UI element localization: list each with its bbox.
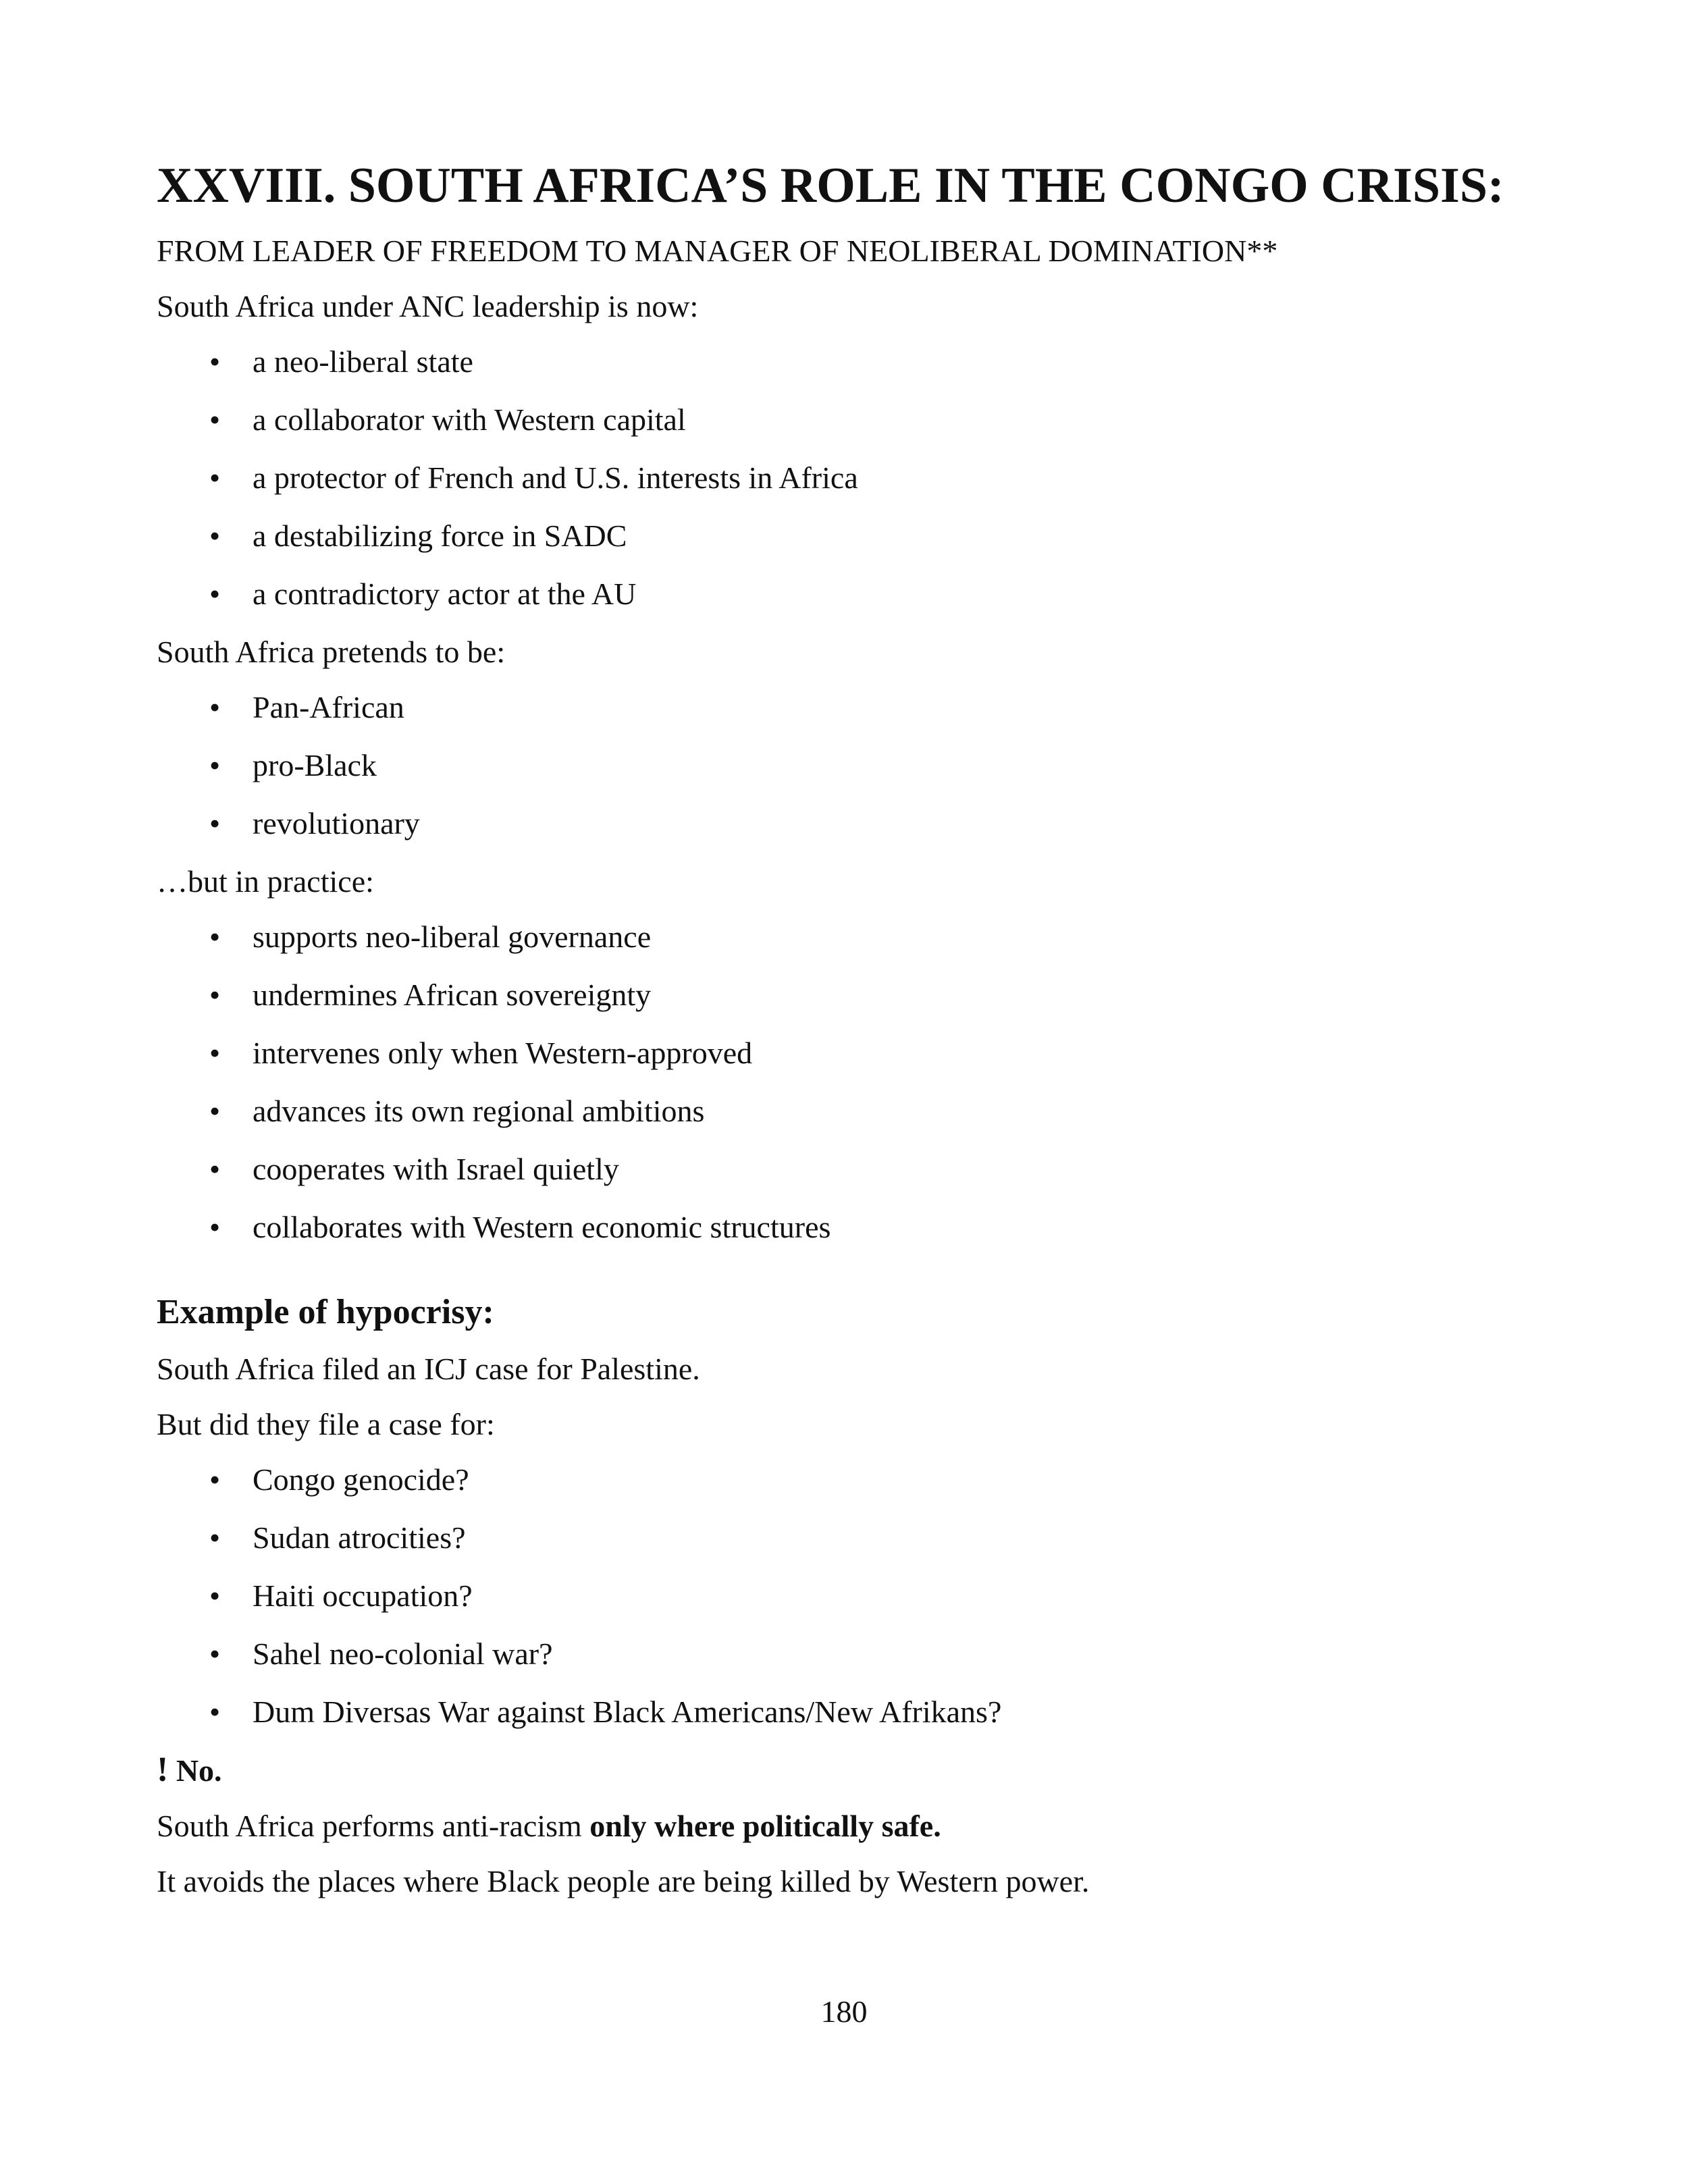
bullet-icon: • <box>209 806 221 841</box>
bullet-icon: • <box>209 1462 221 1497</box>
exclamation-icon: ! <box>157 1751 169 1789</box>
example-line-1: South Africa filed an ICJ case for Palestine. <box>157 1352 700 1386</box>
example-list <box>157 1457 1534 1735</box>
bullet-icon: • <box>209 518 221 553</box>
bullet-icon: • <box>209 1636 221 1671</box>
bullet-icon: • <box>209 1094 221 1128</box>
list-item <box>157 1146 1534 1192</box>
list-item-text: Sudan atrocities? <box>253 1520 466 1555</box>
list-item-text: a contradictory actor at the AU <box>253 577 637 611</box>
list-item-text: a collaborator with Western capital <box>253 402 686 437</box>
list-item <box>157 743 1534 789</box>
bullet-icon: • <box>209 978 221 1012</box>
list-item <box>157 685 1534 730</box>
list-item <box>157 455 1534 501</box>
bullet-icon: • <box>209 344 221 379</box>
bullet-icon: • <box>209 1152 221 1186</box>
section2-list <box>157 685 1534 847</box>
list-item <box>157 1088 1534 1134</box>
chapter-subtitle: FROM LEADER OF FREEDOM TO MANAGER OF NEOLIBERAL DOMINATION** <box>157 234 1278 268</box>
final-line: It avoids the places where Black people are being killed by Western power. <box>157 1864 1090 1898</box>
bullet-icon: • <box>209 1695 221 1729</box>
list-item <box>157 339 1534 385</box>
list-item-text: Congo genocide? <box>253 1462 469 1497</box>
conclusion-emphasis: only where politically safe. <box>589 1809 941 1843</box>
list-item <box>157 801 1534 847</box>
list-item-text: intervenes only when Western-approved <box>253 1036 753 1070</box>
list-item-text: a protector of French and U.S. interests in Africa <box>253 460 858 495</box>
bullet-icon: • <box>209 748 221 782</box>
example-line-2: But did they file a case for: <box>157 1407 495 1441</box>
list-item <box>157 1030 1534 1076</box>
list-item-text: cooperates with Israel quietly <box>253 1152 619 1186</box>
bullet-icon: • <box>209 1578 221 1613</box>
bullet-icon: • <box>209 402 221 437</box>
answer-text: No. <box>176 1753 222 1788</box>
list-item-text: revolutionary <box>253 806 420 841</box>
list-item <box>157 1204 1534 1250</box>
list-item <box>157 914 1534 960</box>
list-item <box>157 1631 1534 1677</box>
answer-line <box>157 1747 1534 1794</box>
section3-list <box>157 914 1534 1250</box>
conclusion-line <box>157 1803 1534 1849</box>
bullet-icon: • <box>209 1210 221 1244</box>
bullet-icon: • <box>209 920 221 954</box>
chapter-title: XXVIII. SOUTH AFRICA’S ROLE IN THE CONGO CRISIS: <box>157 158 1504 213</box>
list-item <box>157 1573 1534 1619</box>
list-item-text: advances its own regional ambitions <box>253 1094 705 1128</box>
list-item <box>157 1515 1534 1561</box>
list-item-text: collaborates with Western economic structures <box>253 1210 831 1244</box>
list-item-text: a destabilizing force in SADC <box>253 518 627 553</box>
list-item-text: Pan-African <box>253 690 404 724</box>
example-heading: Example of hypocrisy: <box>157 1293 494 1331</box>
list-item-text: pro-Black <box>253 748 377 782</box>
page-number: 180 <box>820 1994 868 2029</box>
section1-intro: South Africa under ANC leadership is now: <box>157 289 699 323</box>
list-item-text: Sahel neo-colonial war? <box>253 1636 553 1671</box>
list-item <box>157 1457 1534 1503</box>
bullet-icon: • <box>209 460 221 495</box>
section1-list <box>157 339 1534 617</box>
list-item-text: Dum Diversas War against Black Americans/New Afrikans? <box>253 1695 1002 1729</box>
list-item <box>157 1689 1534 1735</box>
list-item-text: undermines African sovereignty <box>253 978 652 1012</box>
page-content <box>157 155 1534 1905</box>
section3-intro: …but in practice: <box>157 864 374 899</box>
list-item <box>157 972 1534 1018</box>
conclusion-text: South Africa performs anti-racism <box>157 1809 590 1843</box>
bullet-icon: • <box>209 690 221 724</box>
list-item <box>157 571 1534 617</box>
list-item <box>157 397 1534 443</box>
section2-intro: South Africa pretends to be: <box>157 635 506 669</box>
list-item-text: a neo-liberal state <box>253 344 473 379</box>
bullet-icon: • <box>209 1036 221 1070</box>
bullet-icon: • <box>209 1520 221 1555</box>
list-item-text: Haiti occupation? <box>253 1578 473 1613</box>
list-item-text: supports neo-liberal governance <box>253 920 652 954</box>
bullet-icon: • <box>209 577 221 611</box>
list-item <box>157 513 1534 559</box>
